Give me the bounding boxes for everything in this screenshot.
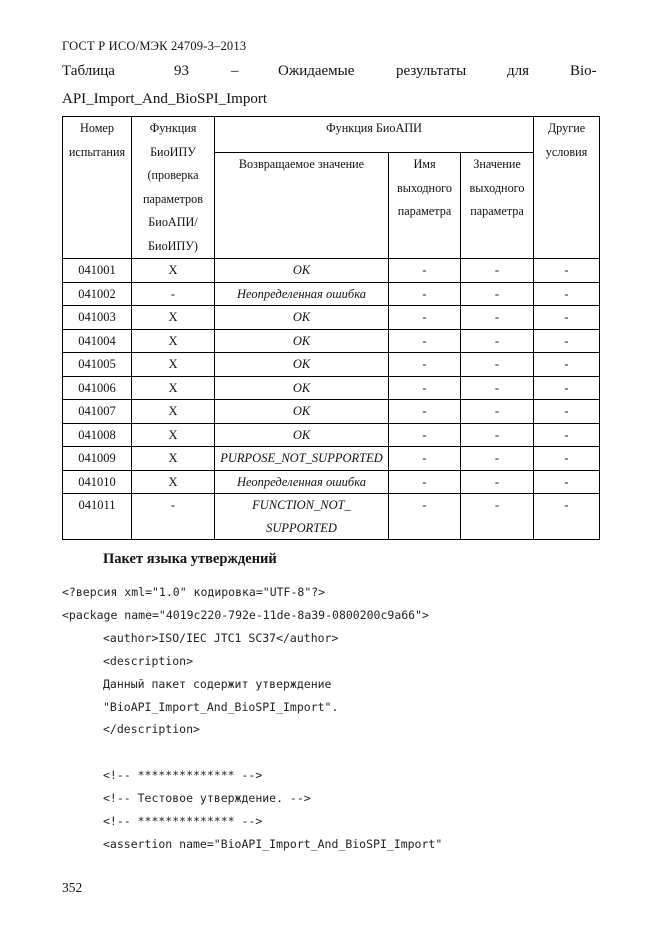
header-other-conditions [534, 117, 600, 259]
table-row [63, 259, 600, 283]
caption-word: Таблица [62, 63, 115, 79]
cell-output-value: - [461, 329, 534, 353]
cell-test-number: 041001 [63, 259, 132, 283]
header-bioapi-function: Функция БиоАПИ [215, 117, 534, 153]
caption-word: Ожидаемые [278, 63, 355, 79]
cell-output-value: - [461, 400, 534, 424]
cell-bioipu-function: - [132, 282, 215, 306]
table-row [63, 306, 600, 330]
cell-bioipu-function: X [132, 447, 215, 471]
table-row [63, 376, 600, 400]
cell-test-number: 041006 [63, 376, 132, 400]
cell-return-value: OK [215, 306, 389, 330]
cell-return-value: OK [215, 423, 389, 447]
table-caption-line2: API_Import_And_BioSPI_Import [62, 91, 268, 107]
code-line: <package name="4019c220-792e-11de-8a39-0800200c9a66"> [62, 608, 429, 622]
table-row [63, 353, 600, 377]
cell-output-value: - [461, 470, 534, 494]
cell-bioipu-function: X [132, 306, 215, 330]
page-number: 352 [62, 880, 83, 895]
cell-line: SUPPORTED [266, 520, 337, 535]
caption-word: 93 [174, 63, 189, 79]
cell-return-value: OK [215, 259, 389, 283]
cell-output-value: - [461, 423, 534, 447]
cell-bioipu-function: X [132, 423, 215, 447]
cell-return-value: OK [215, 400, 389, 424]
code-line: Данный пакет содержит утверждение [103, 677, 332, 691]
cell-test-number: 041005 [63, 353, 132, 377]
table-row [63, 400, 600, 424]
cell-return-value: OK [215, 376, 389, 400]
caption-word: для [507, 63, 530, 79]
cell-other-conditions: - [534, 470, 600, 494]
cell-other-conditions: - [534, 400, 600, 424]
header-line: БиоИПУ) [148, 238, 198, 253]
cell-output-name: - [389, 400, 461, 424]
cell-test-number: 041008 [63, 423, 132, 447]
cell-bioipu-function: X [132, 400, 215, 424]
code-line: <description> [103, 654, 194, 668]
cell-return-value: Неопределенная ошибка [215, 470, 389, 494]
cell-other-conditions: - [534, 259, 600, 283]
cell-return-value: OK [215, 329, 389, 353]
header-line: выходного [397, 180, 452, 195]
cell-test-number: 041003 [63, 306, 132, 330]
cell-output-value: - [461, 494, 534, 540]
header-bioipu-function [132, 117, 215, 259]
cell-output-value: - [461, 447, 534, 471]
header-line: БиоИПУ [150, 144, 196, 159]
header-line: Другие [547, 121, 586, 135]
code-line: <!-- ************** --> [103, 814, 263, 828]
cell-output-value: - [461, 306, 534, 330]
cell-output-name: - [389, 376, 461, 400]
cell-bioipu-function: X [132, 259, 215, 283]
cell-other-conditions: - [534, 423, 600, 447]
code-line: <!-- Тестовое утверждение. --> [103, 791, 311, 805]
header-line: выходного [469, 180, 525, 195]
header-output-param-name [389, 153, 461, 259]
cell-output-value: - [461, 282, 534, 306]
table-row [63, 447, 600, 471]
caption-word: – [231, 63, 239, 79]
cell-output-value: - [461, 259, 534, 283]
cell-other-conditions: - [534, 329, 600, 353]
cell-bioipu-function: X [132, 376, 215, 400]
cell-bioipu-function: X [132, 329, 215, 353]
cell-output-name: - [389, 494, 461, 540]
cell-output-name: - [389, 353, 461, 377]
table-row [63, 423, 600, 447]
section-title: Пакет языка утверждений [103, 551, 277, 567]
cell-other-conditions: - [534, 376, 600, 400]
table-row [63, 494, 600, 540]
cell-output-name: - [389, 282, 461, 306]
header-line: (проверка [147, 168, 199, 182]
cell-output-name: - [389, 447, 461, 471]
header-line: параметра [397, 204, 452, 219]
cell-test-number: 041009 [63, 447, 132, 471]
expected-results-table [62, 116, 600, 540]
document-header: ГОСТ Р ИСО/МЭК 24709-3–2013 [62, 39, 247, 53]
cell-output-name: - [389, 423, 461, 447]
cell-return-value [215, 494, 389, 540]
header-line: параметров [143, 191, 203, 206]
table-row [63, 470, 600, 494]
header-line: испытания [68, 144, 126, 159]
header-output-param-value [461, 153, 534, 259]
cell-output-name: - [389, 470, 461, 494]
cell-output-value: - [461, 353, 534, 377]
cell-other-conditions: - [534, 306, 600, 330]
cell-other-conditions: - [534, 353, 600, 377]
header-line: БиоАПИ/ [148, 215, 198, 229]
code-line: <?версия xml="1.0" кодировка="UTF-8"?> [62, 585, 326, 599]
code-line: </description> [103, 722, 200, 736]
code-line: "BioAPI_Import_And_BioSPI_Import". [103, 700, 339, 714]
cell-return-value: Неопределенная ошибка [215, 282, 389, 306]
caption-word: результаты [396, 63, 467, 79]
cell-test-number: 041002 [63, 282, 132, 306]
code-line: <author>ISO/IEC JTC1 SC37</author> [103, 631, 339, 645]
cell-test-number: 041007 [63, 400, 132, 424]
cell-bioipu-function: X [132, 353, 215, 377]
cell-test-number: 041010 [63, 470, 132, 494]
cell-bioipu-function: - [132, 494, 215, 540]
cell-output-name: - [389, 329, 461, 353]
header-return-value: Возвращаемое значение [215, 153, 389, 259]
cell-other-conditions: - [534, 447, 600, 471]
header-line: Имя [413, 157, 436, 172]
header-line: Функция [149, 121, 197, 135]
caption-word: Bio- [570, 63, 597, 79]
cell-return-value: PURPOSE_NOT_SUPPORTED [215, 447, 389, 471]
cell-other-conditions: - [534, 494, 600, 540]
table-row [63, 329, 600, 353]
cell-test-number: 041004 [63, 329, 132, 353]
cell-other-conditions: - [534, 282, 600, 306]
header-line: Номер [80, 121, 114, 135]
header-test-number [63, 117, 132, 259]
header-line: условия [545, 144, 588, 159]
cell-output-name: - [389, 306, 461, 330]
cell-line: FUNCTION_NOT_ [252, 498, 351, 512]
cell-output-value: - [461, 376, 534, 400]
cell-return-value: OK [215, 353, 389, 377]
table-row [63, 282, 600, 306]
cell-test-number: 041011 [63, 494, 132, 540]
header-line: Значение [473, 157, 521, 172]
cell-bioipu-function: X [132, 470, 215, 494]
header-line: параметра [470, 204, 524, 219]
code-line: <!-- ************** --> [103, 768, 263, 782]
code-line: <assertion name="BioAPI_Import_And_BioSPI_Import" [103, 837, 443, 851]
cell-output-name: - [389, 259, 461, 283]
